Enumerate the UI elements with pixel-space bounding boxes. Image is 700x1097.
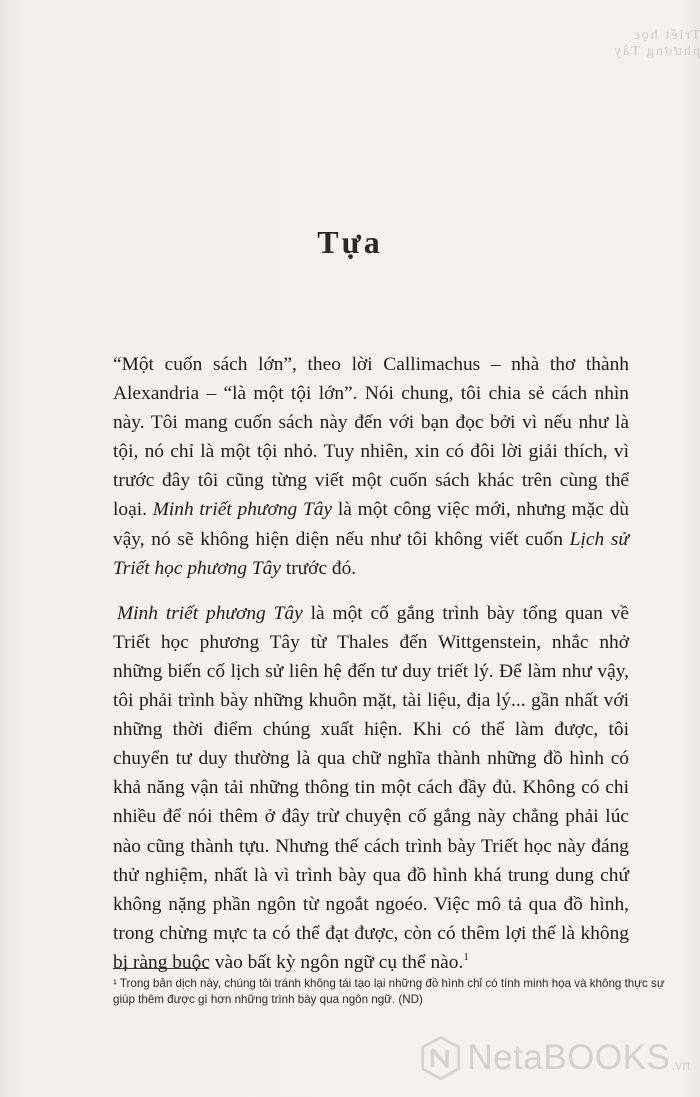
page-title: Tựa — [317, 224, 383, 260]
book-title-italic: Minh triết phương Tây — [117, 602, 303, 624]
paragraph-1-text-b: là một công việc mới, nhưng mặc dù vậy, nó sẽ không hiện diện nếu như tôi không viết cuốn — [113, 499, 629, 550]
bleed-through-header: Triết học phương Tây — [611, 28, 700, 59]
watermark-suffix: .vn — [671, 1057, 690, 1073]
paragraph-2-text: là một cố gắng trình bày tổng quan về Triết học phương Tây từ Thales đến Wittgenstein, nhắc nhở những biến cố lịch sử liên hệ đến tư duy triết lý. Để làm như vậy, tôi phải trình bày những khuôn mặt, tài liệu, địa lý... gần nhất với những thời điểm chúng xuất hiện. Khi có thể làm được, tôi chuyển tư duy thường là qua chữ nghĩa thành những đồ hình có khả năng vận tải những thông tin một cách đầy đủ. Không có chi nhiều để nói thêm ở đây trừ chuyện cố gắng này chẳng phải lúc nào cũng thành tựu. Nhưng thế cách trình bày Triết học này đáng thử nghiệm, nhất là vì trình bày qua đồ hình khá trung dung chứ không nặng phần ngôn từ ngoắt ngoéo. Việc mô tả qua đồ hình, trong chừng mực ta có thể đạt được, còn có thêm lợi thế là không bị ràng buộc vào bất kỳ ngôn ngữ cụ thể nào. — [113, 602, 629, 973]
paragraph-1-text-a: “Một cuốn sách lớn”, theo lời Callimachus – nhà thơ thành Alexandria – “là một tội lớn”. Nói chung, tôi chia sẻ cách nhìn này. Tôi mang cuốn sách này đến với bạn đọc bởi vì nếu như là tội, nó chỉ là một tội nhỏ. Tuy nhiên, xin có đôi lời giải thích, vì trước đây tôi cũng từng viết một cuốn sách khác trên cùng thể loại. — [113, 354, 629, 521]
netabooks-logo-icon — [420, 1033, 461, 1083]
paragraph-2 — [113, 599, 629, 977]
watermark-text: NetaBOOKS — [467, 1038, 671, 1077]
paragraph-1-text-c: trước đó. — [280, 557, 357, 579]
book-title-italic: Lịch sử Triết học phương Tây — [113, 528, 629, 579]
footnote-ref: 1 — [463, 950, 469, 963]
footnote-divider — [113, 968, 209, 969]
book-title-italic: Minh triết phương Tây — [152, 499, 333, 521]
body-text — [113, 350, 629, 977]
paragraph-1 — [113, 350, 629, 583]
footnote: ¹ Trong bản dịch này, chúng tôi tránh không tái tạo lại những đồ hình chỉ có tính minh họa và không thực sự giúp thêm được gì hơn những trình bày qua ngôn ngữ. (ND) — [113, 977, 665, 1006]
watermark — [420, 1030, 690, 1086]
